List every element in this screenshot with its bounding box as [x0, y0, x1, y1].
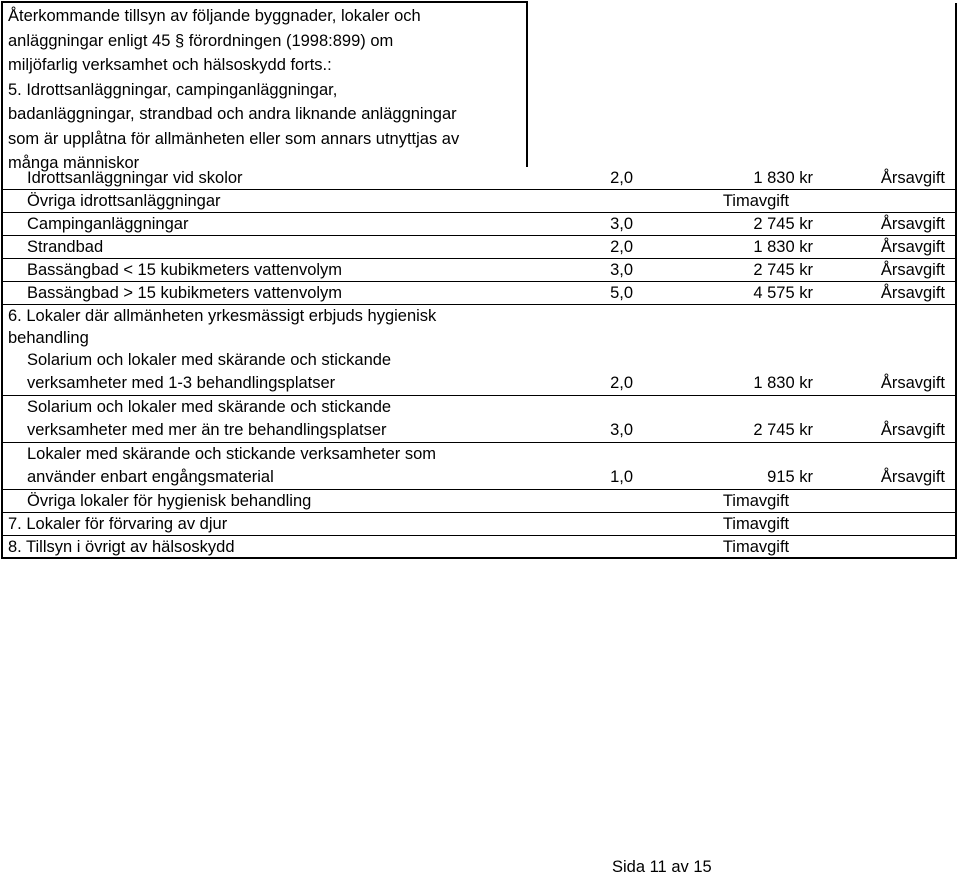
row-amount: 2 745 kr — [753, 215, 813, 233]
row-amount: 915 kr — [767, 468, 813, 486]
row-factor: 5,0 — [610, 284, 633, 302]
row-label: Strandbad — [27, 238, 104, 256]
row-fee-type: Årsavgift — [880, 421, 945, 439]
row-factor: 2,0 — [610, 169, 633, 187]
row-factor: 3,0 — [610, 421, 633, 439]
row-label: Bassängbad > 15 kubikmeters vattenvolym — [27, 284, 343, 302]
section-8-label: 8. Tillsyn i övrigt av hälsoskydd — [8, 538, 235, 556]
table-row — [1, 213, 957, 236]
section-5-header-row — [1, 3, 957, 172]
row-fee-type: Årsavgift — [880, 169, 945, 187]
row-fee-type: Timavgift — [722, 492, 790, 510]
row-fee-type: Timavgift — [722, 192, 790, 210]
row-fee-type: Årsavgift — [880, 468, 945, 486]
row-factor: 3,0 — [610, 261, 633, 279]
table-row — [1, 167, 957, 190]
row-label: Solarium och lokaler med skärande och stickande verksamheter med mer än tre behandlingsplatser — [27, 398, 392, 439]
row-fee-type: Årsavgift — [880, 238, 945, 256]
table-row — [1, 443, 957, 490]
row-factor: 3,0 — [610, 215, 633, 233]
row-amount: 1 830 kr — [753, 374, 813, 392]
table-row — [1, 490, 957, 513]
section-6-heading: 6. Lokaler där allmänheten yrkesmässigt erbjuds hygienisk behandling — [8, 307, 437, 347]
row-label: Övriga lokaler för hygienisk behandling — [27, 492, 312, 510]
section-5-heading: Återkommande tillsyn av följande byggnader, lokaler och anläggningar enligt 45 § förordningen (1998:899) om miljöfarlig verksamhet och hälsoskydd forts.: 5. Idrottsanläggningar, campinganläggningar, badanläggningar, strandbad och andra liknande anläggningar som är upplåtna för allmänheten eller som annars utnyttjas av många människor — [8, 7, 460, 172]
table-row — [1, 259, 957, 282]
section-6-header-row — [1, 305, 957, 349]
section-7-row — [1, 513, 957, 536]
row-fee-type: Årsavgift — [880, 284, 945, 302]
section-8-row — [1, 536, 957, 559]
row-amount: 2 745 kr — [753, 421, 813, 439]
row-label: Bassängbad < 15 kubikmeters vattenvolym — [27, 261, 343, 279]
row-fee-type: Årsavgift — [880, 261, 945, 279]
section-5-header-cell — [3, 3, 528, 172]
table-row — [1, 349, 957, 396]
row-fee-type: Årsavgift — [880, 374, 945, 392]
row-factor: 1,0 — [610, 468, 633, 486]
row-factor: 2,0 — [610, 238, 633, 256]
table-row — [1, 236, 957, 259]
section-7-label: 7. Lokaler för förvaring av djur — [8, 515, 228, 533]
row-fee-type: Timavgift — [722, 515, 790, 533]
row-fee-type: Årsavgift — [880, 215, 945, 233]
row-label: Solarium och lokaler med skärande och stickande verksamheter med 1-3 behandlingsplatser — [27, 351, 392, 392]
row-fee-type: Timavgift — [722, 538, 790, 556]
table-row — [1, 190, 957, 213]
row-label: Campinganläggningar — [27, 215, 189, 233]
table-row — [1, 282, 957, 305]
fee-table — [1, 1, 945, 559]
row-label: Lokaler med skärande och stickande verksamheter som använder enbart engångsmaterial — [27, 445, 437, 486]
row-label: Övriga idrottsanläggningar — [27, 192, 221, 210]
row-amount: 2 745 kr — [753, 261, 813, 279]
row-label: Idrottsanläggningar vid skolor — [27, 169, 243, 187]
row-amount: 1 830 kr — [753, 169, 813, 187]
page-number: Sida 11 av 15 — [612, 858, 712, 876]
table-row — [1, 396, 957, 443]
row-factor: 2,0 — [610, 374, 633, 392]
row-amount: 4 575 kr — [753, 284, 813, 302]
row-amount: 1 830 kr — [753, 238, 813, 256]
